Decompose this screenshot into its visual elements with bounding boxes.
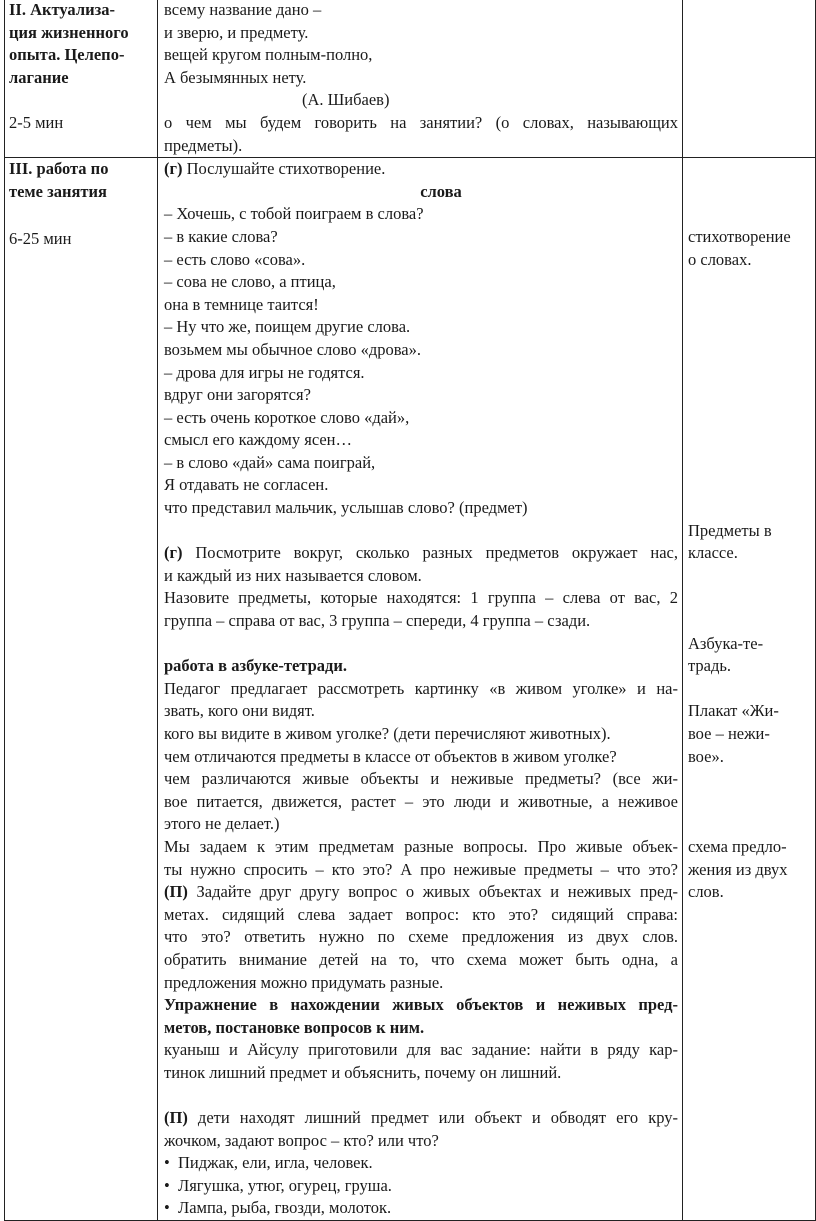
instruction-text: Послушайте стихотворение. (182, 159, 386, 179)
group-marker: (г) (164, 543, 183, 563)
stage-title-line: опыта. Целепо- (9, 45, 125, 65)
table-row (5, 158, 816, 1221)
poem-line: всему название дано – (164, 0, 322, 19)
poem-line: и зверю, и предмету. (164, 22, 309, 42)
resource-line: схема предло- (688, 836, 787, 856)
poem-line: – дрова для игры не годятся. (164, 362, 365, 382)
pair-marker: (П) (164, 882, 188, 902)
poem-line: – Хочешь, с тобой поиграем в слова? (164, 204, 424, 224)
text-line: чем различаются живые объекты и неживые предметы? (все жи- (164, 769, 678, 789)
text-line: тинок лишний предмет и объяснить, почему он лишний. (164, 1062, 562, 1082)
text-line: звать, кого они видят. (164, 701, 315, 721)
poem-author: (А. Шибаев) (302, 90, 390, 110)
resource-cell (683, 0, 816, 158)
resource-line: слов. (688, 882, 724, 902)
text-line: куаныш и Айсулу приготовили для вас задание: найти в ряду кар- (164, 1040, 678, 1060)
list-item: • Пиджак, ели, игла, человек. (164, 1152, 678, 1175)
stage-time: 2-5 мин (9, 112, 64, 132)
stage-time: 6-25 мин (9, 228, 72, 248)
section-heading: работа в азбуке-тетради. (164, 656, 348, 676)
text-line: кого вы видите в живом уголке? (дети перечисляют животных). (164, 724, 611, 743)
lesson-plan-table (4, 0, 816, 1221)
stage-cell (5, 0, 158, 158)
table-row (5, 0, 816, 158)
content-cell (158, 0, 683, 158)
resource-line: вое – нежи- (688, 724, 770, 743)
poem-line: А безымянных нету. (164, 67, 307, 87)
text-line: чем отличаются предметы в классе от объектов в живом уголке? (164, 746, 617, 766)
resource-line: о словах. (688, 249, 752, 269)
resource-line: Предметы в (688, 520, 772, 540)
instruction-text: дети находят лишний предмет или объект и обводят его кру- (187, 1108, 678, 1128)
question-line: предметы). (164, 135, 243, 155)
resource-cell (683, 158, 816, 1221)
text-line: Мы задаем к этим предметам разные вопросы. Про живые объек- (164, 836, 678, 856)
resource-line: жения из двух (688, 859, 788, 879)
content-cell (158, 158, 683, 1221)
poem-line: что представил мальчик, услышав слово? (предмет) (164, 498, 528, 518)
poem-line: смысл его каждому ясен… (164, 430, 352, 450)
instruction-line: и каждый из них называется словом. (164, 565, 422, 585)
stage-title-line: лагание (9, 67, 69, 87)
stage-cell (5, 158, 158, 1221)
poem-line: вещей кругом полным-полно, (164, 45, 373, 65)
resource-line: классе. (688, 543, 738, 563)
poem-title: слова (420, 181, 462, 201)
exercise-heading: метов, постановке вопросов к ним. (164, 1017, 425, 1037)
pair-marker: (П) (164, 1108, 188, 1128)
text-line: предложения можно придумать разные. (164, 972, 444, 992)
poem-line: – в слово «дай» сама поиграй, (164, 452, 376, 472)
poem-line: – есть очень короткое слово «дай», (164, 407, 410, 427)
list-item: • Лампа, рыба, гвозди, молоток. (164, 1197, 678, 1220)
resource-line: Азбука-те- (688, 633, 764, 653)
resource-line: вое». (688, 746, 724, 766)
instruction-line: группа – справа от вас, 3 группа – спереди, 4 группа – сзади. (164, 611, 591, 631)
stage-title-line: теме занятия (9, 181, 107, 201)
poem-line: она в темнице таится! (164, 294, 319, 314)
poem-line: – есть слово «сова». (164, 249, 306, 269)
poem-line: – сова не слово, а птица, (164, 272, 336, 292)
stage-title-line: III. работа по (9, 159, 109, 179)
text-line: ты нужно спросить – кто это? А про неживые предметы – что это? (164, 859, 678, 879)
resource-line: стихотворение (688, 226, 791, 246)
text-line: вое питается, движется, растет – это люди и животные, а неживое (164, 791, 678, 811)
resource-line: традь. (688, 656, 732, 676)
list-item: • Лягушка, утюг, огурец, груша. (164, 1175, 678, 1198)
poem-line: – Ну что же, поищем другие слова. (164, 317, 411, 337)
group-marker: (г) (164, 159, 183, 179)
text-line: что это? ответить нужно по схеме предложения из двух слов. (164, 927, 678, 947)
instruction-line: Назовите предметы, которые находятся: 1 группа – слева от вас, 2 (164, 588, 678, 608)
text-line: этого не делает.) (164, 814, 280, 834)
text-line: метах. сидящий слева задает вопрос: кто это? сидящий справа: (164, 904, 678, 924)
stage-title-line: II. Актуализа- (9, 0, 115, 19)
instruction-text: Задайте друг другу вопрос о живых объектах и неживых пред- (187, 882, 678, 902)
text-line: обратить внимание детей на то, что схема может быть одна, а (164, 949, 678, 969)
text-line: жочком, задают вопрос – кто? или что? (164, 1130, 439, 1150)
question-line: о чем мы будем говорить на занятии? (о словах, называющих (164, 112, 678, 132)
stage-title-line: ция жизненного (9, 22, 129, 42)
exercise-heading: Упражнение в нахождении живых объектов и неживых пред- (164, 995, 678, 1015)
poem-line: вдруг они загорятся? (164, 385, 311, 405)
poem-line: возьмем мы обычное слово «дрова». (164, 339, 421, 359)
poem-line: – в какие слова? (164, 226, 278, 246)
instruction-text: Посмотрите вокруг, сколько разных предметов окружает нас, (182, 543, 678, 563)
text-line: Педагог предлагает рассмотреть картинку «в живом уголке» и на- (164, 678, 678, 698)
poem-line: Я отдавать не согласен. (164, 475, 329, 495)
resource-line: Плакат «Жи- (688, 701, 779, 721)
